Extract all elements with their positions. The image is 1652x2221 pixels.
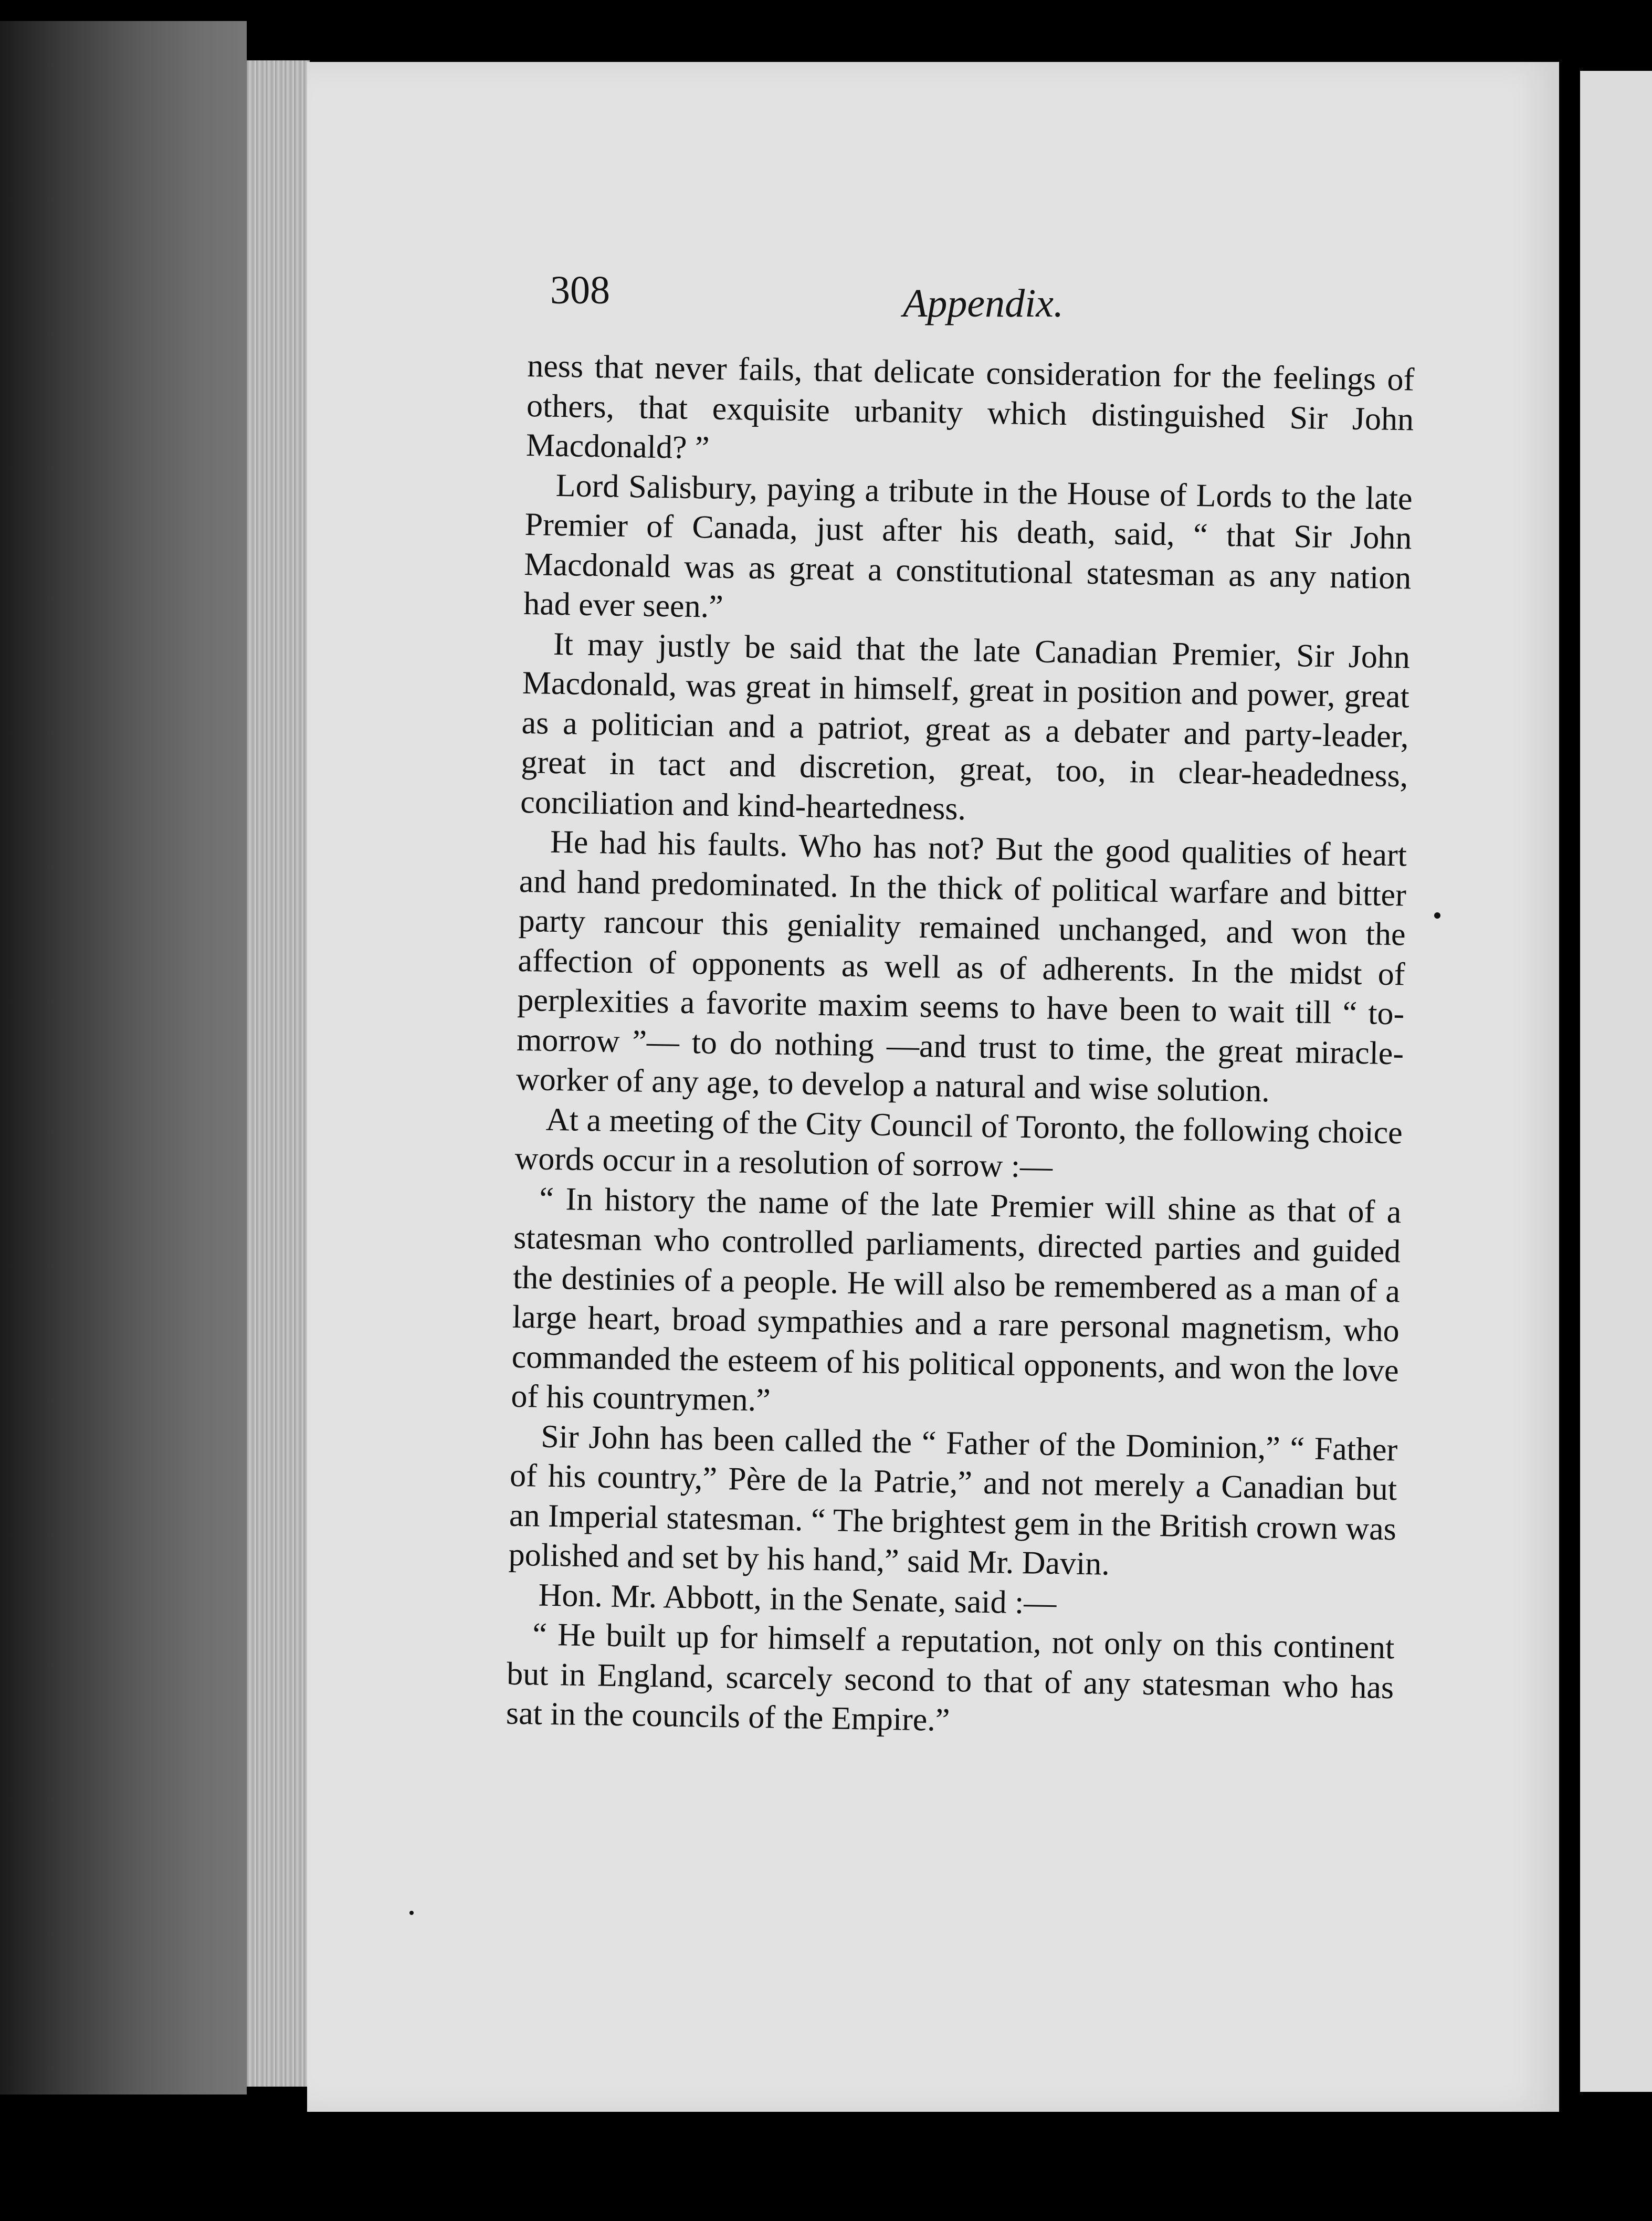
body-text [506, 346, 1414, 1748]
paragraph: He had his faults. Who has not? But the good qualities of heart and hand predominated. In the thick of political warfare and bitter party rancour this geniality remained unchanged, and won the affection of opponents as well as of adherents. In the midst of perplexities a favorite maxim seems to have been to wait till “ to-morrow ”— to do nothing —and trust to time, the great miracle-worker of any age, to develop a natural and wise solution. [515, 824, 1407, 1109]
paragraph: ness that never fails, that delicate consideration for the feelings of others, that exquisite urbanity which distinguished Sir John Macdonald? ” [525, 348, 1415, 466]
paragraph: It may justly be said that the late Canadian Premier, Sir John Macdonald, was great in himself, great in position and power, great as a politician and a patriot, great as a debater and party-leader, great in tact and discretion, great, too, in clear-headedness, conciliation and kind-heartedness. [520, 626, 1411, 827]
paragraph: Hon. Mr. Abbott, in the Senate, said :— [538, 1577, 1057, 1621]
page-number: 308 [550, 268, 610, 312]
paragraph: At a meeting of the City Council of Toronto, the following choice words occur in a resolution of sorrow :— [514, 1101, 1403, 1185]
paragraph: Lord Salisbury, paying a tribute in the House of Lords to the late Premier of Canada, just after his death, said, “ that Sir John Macdonald was as great a constitutional statesman as any nation had ever seen.” [523, 467, 1413, 625]
scan-speck [409, 1911, 414, 1915]
scan-speck [1434, 912, 1440, 919]
block-quote: “ He built up for himself a reputation, not only on this continent but in England, scarcely second to that of any statesman who has sat in the councils of the Empire.” [506, 1616, 1395, 1738]
running-head: Appendix. [903, 281, 1064, 325]
adjacent-page-edge [1580, 71, 1652, 2092]
paragraph: Sir John has been called the “ Father of the Dominion,” “ Father of his country,” Père de la Patrie,” and not merely a Canadian but an Imperial statesman. “ The brightest gem in the British crown was polished and set by his hand,” said Mr. Davin. [508, 1418, 1398, 1582]
block-quote: “ In history the name of the late Premier will shine as that of a statesman who controlled parliaments, directed parties and guided the destinies of a people. He will also be remembered as a man of a large heart, broad sympathies and a rare personal magnetism, who commanded the esteem of his political opponents, and won the love of his countrymen.” [511, 1181, 1402, 1418]
book-spine [0, 21, 247, 2094]
page-edges [247, 60, 310, 2087]
